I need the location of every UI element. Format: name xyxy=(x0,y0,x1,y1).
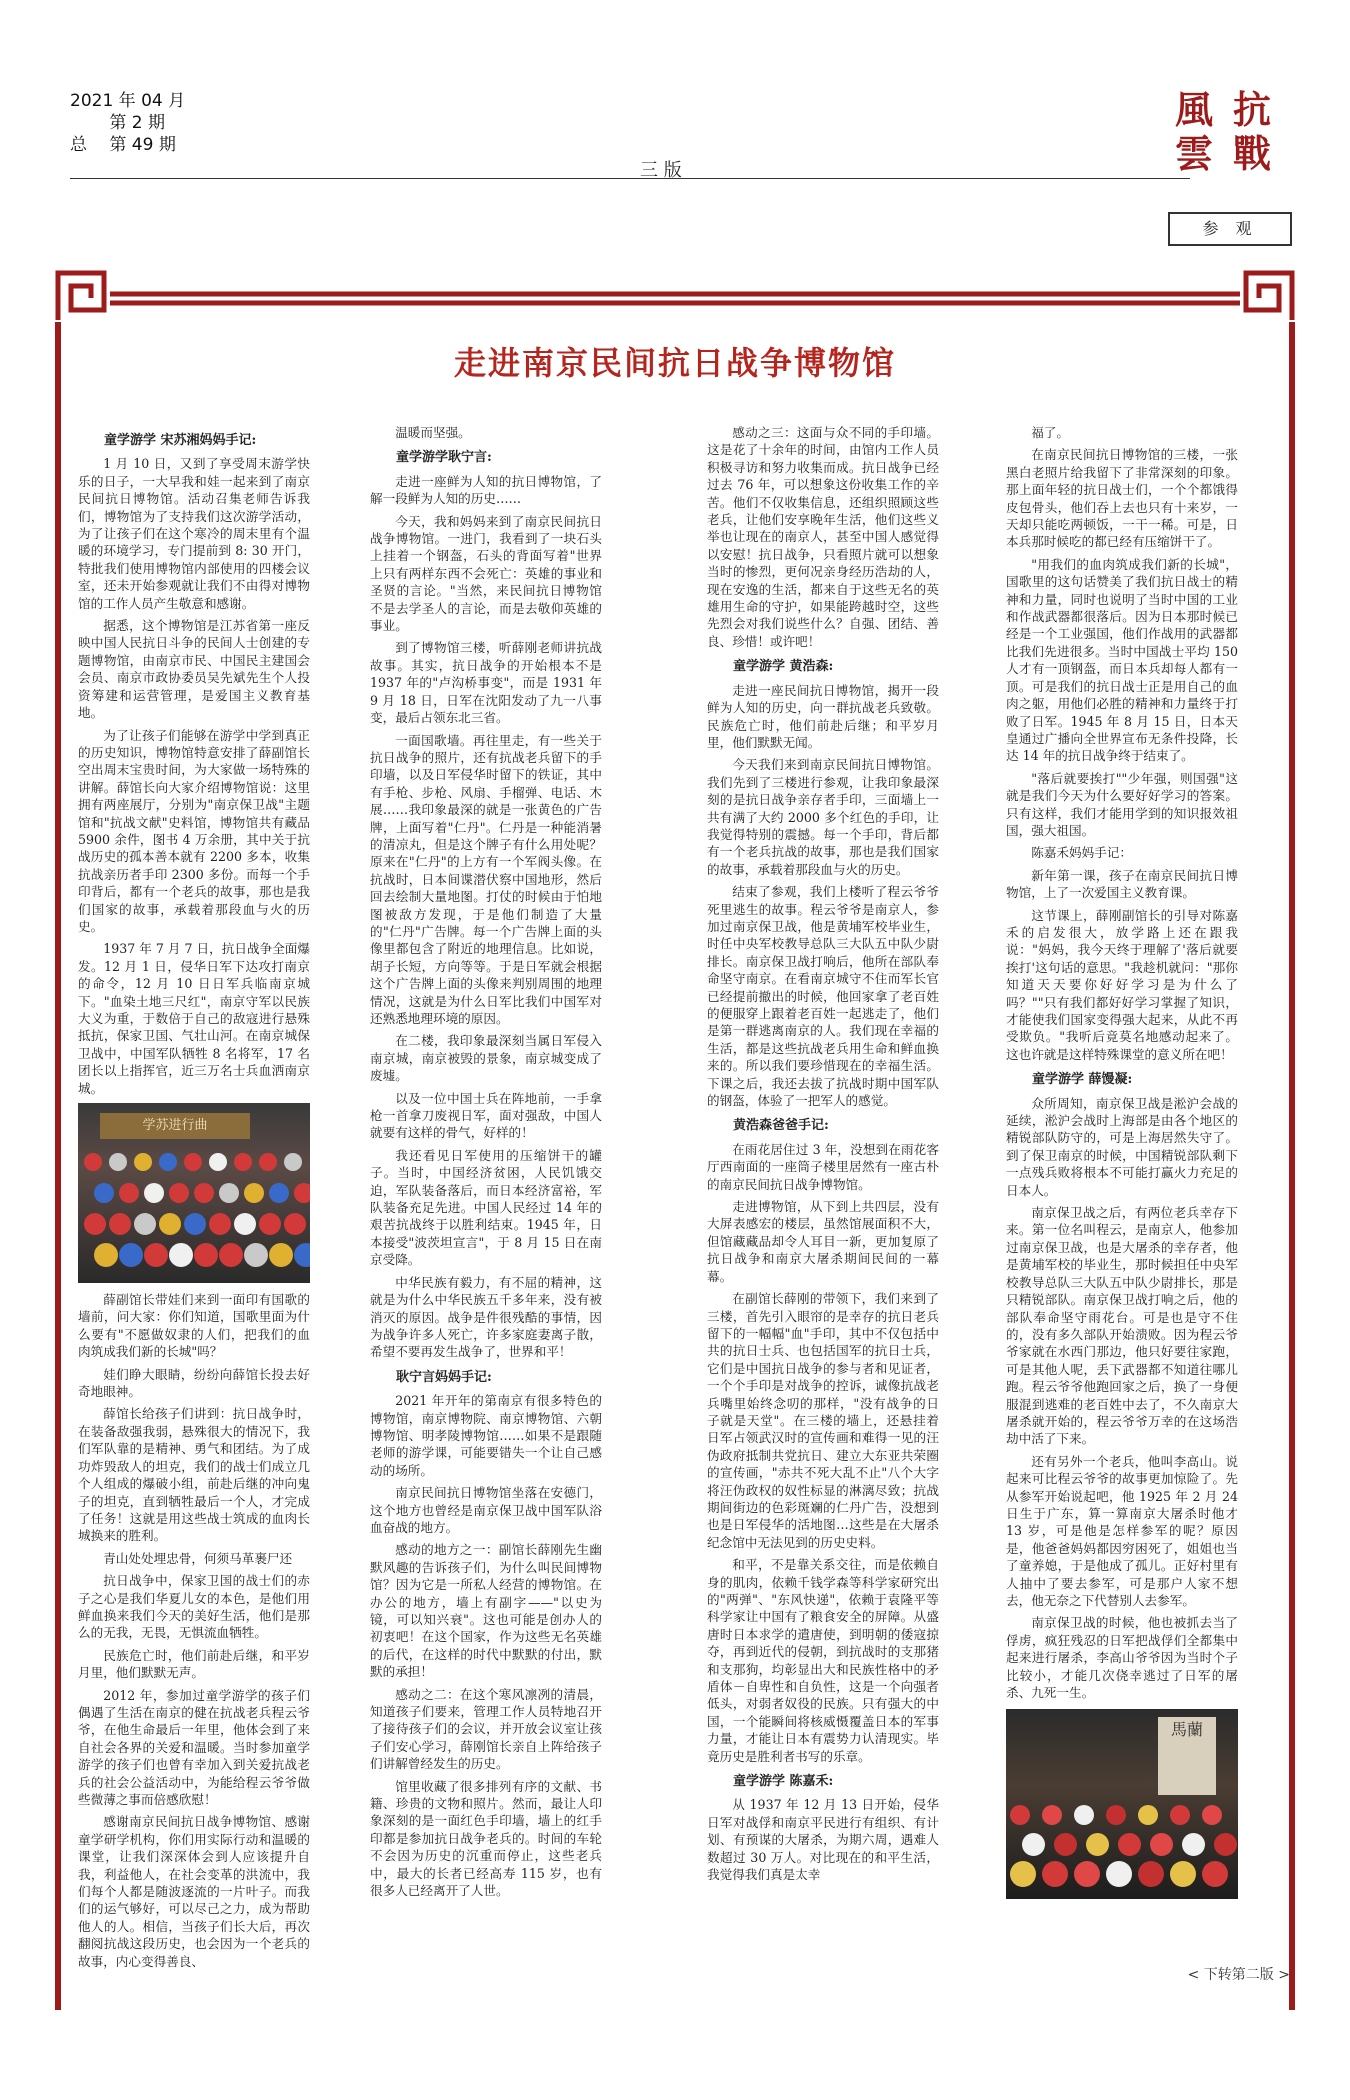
group-photo xyxy=(78,1103,310,1283)
header-rule xyxy=(70,178,1190,179)
paragraph: 我还看见日军使用的压缩饼干的罐子。当时，中国经济贫困，人民饥饿交迫，军队装备落后，而日本经济富裕，军队装备充足先进。中国人民经过 14 年的艰苦抗战终于以胜利结束。1945 年，日本接受"波茨坦宣言"，于 8 月 15 日在南京受降。 xyxy=(370,1147,602,1268)
photo-figure xyxy=(119,1183,139,1203)
photo-figure xyxy=(1150,1833,1173,1856)
photo-figure xyxy=(84,1213,106,1235)
photo-figure xyxy=(184,1153,202,1171)
photo-figure xyxy=(169,1243,193,1267)
photo-figure xyxy=(219,1183,239,1203)
photo-figure xyxy=(109,1213,131,1235)
photo-figure xyxy=(1010,1861,1036,1887)
article-title: 走进南京民间抗日战争博物馆 xyxy=(453,344,896,382)
photo-figure xyxy=(184,1213,206,1235)
photo-figure xyxy=(294,1183,310,1203)
photo-figure xyxy=(1054,1833,1077,1856)
paragraph: 在副馆长薛刚的带领下，我们来到了三楼，首先引入眼帘的是幸存的抗日老兵留下的一幅幅"血"手印，其中不仅包括中共的抗日士兵、也包括国军的抗日士兵，它们是中国抗日战争的参与者和见证者，一个个手印是对战争的控诉，诚像抗战老兵嘴里始终念叨的那样，"没有战争的日子就是天堂"。在三楼的墙上，还悬挂着日军占领武汉时的宣传画和难得一见的汪伪政府抵制共党抗日、建立大东亚共荣圈的宣传画，"赤共不死大乱不止"八个大字将汪伪政权的奴性标显的淋漓尽致；抗战期间街边的色彩斑斓的仁丹广告，没想到也是日军侵华的活地图…这些是在大屠杀纪念馆中无法见到的历史史料。 xyxy=(707,1291,939,1550)
text-column-4 xyxy=(1006,424,1238,1907)
photo-figure xyxy=(1118,1833,1141,1856)
paragraph: 在雨花居住过 3 年，没想到在雨花客厅西南面的一座筒子楼里居然有一座古朴的南京民间抗日战争博物馆。 xyxy=(707,1141,939,1192)
paragraph: 感谢南京民间抗日战争博物馆、感谢童学研学机构，你们用实际行动和温暖的课堂，让我们深深体会到人应该提升自我，利益他人，在社会变革的洪流中，我们每个人都是随波逐流的一片叶子。而我们的运气够好，可以尽己之力，成为帮助他人的人。相信，当孩子们长大后，再次翻阅抗战这段历史，也会因为一个老兵的故事，内心变得善良、 xyxy=(78,1814,310,1969)
paragraph: 今天我们来到南京民间抗日博物馆。我们先到了三楼进行参观，让我印象最深刻的是抗日战争亲存者手印，三面墙上一共有满了大约 2000 多个红色的手印，让我觉得特别的震撼。每一个手印，背后都有一个老兵抗战的故事，那也是我们国家的故事，承载着那段血与火的历史。 xyxy=(707,757,939,877)
photo-figure xyxy=(1086,1833,1109,1856)
photo-figure xyxy=(1170,1805,1190,1825)
fret-border-top xyxy=(55,270,1295,322)
photo-figure xyxy=(1042,1805,1062,1825)
photo-figure xyxy=(94,1243,118,1267)
paragraph: 今天，我和妈妈来到了南京民间抗日战争博物馆。一进门，我看到了一块石头上挂着一个钢盔，石头的背面写着"世界上只有两样东西不会死亡：英雄的事业和圣贤的言论。"当然，来民间抗日博物馆不是去学圣人的言论，而是去敬仰英雄的事业。 xyxy=(370,513,602,634)
photo-figure xyxy=(1214,1833,1237,1856)
issue-info xyxy=(70,90,185,156)
calligraphy-scroll: 馬蘭 xyxy=(1158,1717,1216,1795)
frame-right-bar xyxy=(1289,322,1295,2010)
section-byline: 童学游学 黄浩森: xyxy=(733,659,834,675)
paragraph: 结束了参观，我们上楼听了程云爷爷死里逃生的故事。程云爷爷是南京人，参加过南京保卫战，他是黄埔军校毕业生，时任中央军校教导总队三大队五中队少尉排长。南京保卫战打响后，他所在部队奉命坚守南京。在看南京城守不住而军长官已经提前撤出的时候，他回家拿了老百姓的便服穿上跟着老百姓一起逃走了，他们是第一群逃离南京的人。我们现在幸福的生活，都是这些抗战老兵用生命和鲜血换来的。所以我们要珍惜现在的幸福生活。下课之后，我还去拔了抗战时期中国军队的钢盔，体验了一把军人的感觉。 xyxy=(707,884,939,1109)
paragraph: 福了。 xyxy=(1031,425,1069,440)
photo-figure xyxy=(1170,1861,1196,1887)
photo-figure xyxy=(94,1183,114,1203)
photo-figure xyxy=(1106,1861,1132,1887)
page-label: 三 版 xyxy=(640,160,682,181)
section-byline: 童学游学 陈嘉禾: xyxy=(733,1774,834,1790)
photo-figure xyxy=(284,1213,306,1235)
frame-left-bar xyxy=(55,322,61,2010)
section-byline: 童学游学耿宁言: xyxy=(396,450,492,466)
photo-figure xyxy=(84,1153,102,1171)
paragraph: 和平，不是靠关系交往，而是依赖自身的肌肉，依赖千钱学森等科学家研究出的"两弹"、"东风快递"，依赖于袁隆平等科学家让中国有了粮食安全的屏障。从盛唐时日本求学的遣唐使，到明朝的倭寇掠夺，再到近代的侵朝，到抗战时的支那猪和支那狗，均彰显出大和民族性格中的矛盾体－自卑性和自负性，这是一个向强者低头，对弱者奴役的民族。只有强大的中国，一个能瞬间将核威慑覆盖日本的军事力量，才能让日本有震势力认清现实。毕竟历史是胜利者书写的乐章。 xyxy=(707,1557,939,1764)
paragraph: 在南京民间抗日博物馆的三楼，一张黑白老照片给我留下了非常深刻的印象。那上面年轻的抗日战士们，一个个都饿得皮包骨头，他们吞上去也只有十来岁，一天却只能吃两顿饭，一干一稀。可是，日本兵那时候吃的都已经有压缩饼干了。 xyxy=(1006,447,1238,550)
paragraph: 南京民间抗日博物馆坐落在安德门，这个地方也曾经是南京保卫战中国军队浴血奋战的地方。 xyxy=(370,1485,602,1535)
paragraph: 这节课上，薛刚副馆长的引导对陈嘉禾的启发很大，放学路上还在跟我说："妈妈，我今天终于理解了'落后就要挨打'这句话的意思。"我趁机就问："那你知道天天要你好好学习是为什么了吗？""只有我们都好好学习掌握了知识，才能使我们国家变得强大起来，从此不再受欺负。"我听后竟莫名地感动起来了。这也许就是这样特殊课堂的意义所在吧！ xyxy=(1006,907,1238,1062)
photo-figure xyxy=(209,1153,227,1171)
paragraph: 一面国歌墙。再往里走，有一些关于抗日战争的照片，还有抗战老兵留下的手印墙，以及日军侵华时留下的铁证，其中有手枪、步枪、风扇、手榴弹、电话、木展……我印象最深的就是一张黄色的广告牌，上面写着"仁丹"。仁丹是一种能消暑的清凉丸，但是这个牌子有什么用处呢？原来在"仁丹"的上方有一个军阀头像。在抗战时，日本间谍潜伏察中国地形，然后回去绘制大量地图。打仗的时候由于怕地图被敌方发现，于是他们制造了大量的"仁丹"广告牌。每一个广告牌上面的头像里都包含了附近的地理信息。比如说，胡子长短，方向等等。于是日军就会根据这个广告牌上面的头像来判别周围的地理情况，这就是为什么日军比我们中国军对还熟悉地理环境的原因。 xyxy=(370,732,602,1026)
photo-figure xyxy=(1074,1861,1100,1887)
paragraph: 感动之二：在这个寒风凛冽的清晨，知道孩子们要来，管理工作人员特地召开了接待孩子们的会议，并开放会议室让孩子们安心学习，薛刚馆长亲自上阵给孩子们讲解曾经发生的历史。 xyxy=(370,1686,602,1772)
paragraph: 走进一座鲜为人知的抗日博物馆，了解一段鲜为人知的历史…… xyxy=(370,473,602,507)
paragraph: 为了让孩子们能够在游学中学到真正的历史知识，博物馆特意安排了薛副馆长空出周末宝贵时间，为大家做一场特殊的讲解。薛馆长向大家介绍博物馆说：这里拥有两座展厅，分别为"南京保卫战"主题馆和"抗战文献"史料馆，博物馆共有藏品 5900 余件，图书 4 万余册，其中关于抗战历史的孤本善本就有 2200 多本，收集抗战亲历者手印 2300 多份。而每一个手印背后，都有一个老兵的故事，那也是我们国家的故事，承载着那段血与火的历史。 xyxy=(78,727,310,934)
continued-note: < 下转第二版 > xyxy=(1187,1967,1290,1983)
paragraph: 馆里收藏了很多排列有序的文献、书籍、珍贵的文物和照片。然而，最让人印象深刻的是一面红色手印墙，墙上的红手印都是参加抗日战争老兵的。时间的车轮不会因为历史的沉重而停止，这些老兵中，最大的长者已经高寿 115 岁，也有很多人已经离开了人世。 xyxy=(370,1778,602,1899)
photo-figure xyxy=(169,1183,189,1203)
paragraph: 南京保卫战之后，有两位老兵幸存下来。第一位名叫程云，是南京人，他参加过南京保卫战，也是大屠杀的幸存者，他是黄埔军校的毕业生，那时候担任中央军校教导总队三大队五中队少尉排长，那是只精锐部队。南京保卫战打响之后，他的部队奉命坚守雨花台。可是也是守不住的，没有多久部队开始溃败。因为程云爷爷家就在水西门那边，他只好要往家跑，可是其他人呢，丢下武器都不知道往哪儿跑。程云爷爷他跑回家之后，换了一身便服混到逃难的老百姓中去了，不久南京大屠杀就开始的，程云爷爷万幸的在这场浩劫中活了下来。 xyxy=(1006,1205,1238,1447)
section-tag: 参 观 xyxy=(1168,212,1292,246)
photo-figure xyxy=(209,1213,231,1235)
photo-figure xyxy=(1074,1805,1094,1825)
paragraph: 还有另外一个老兵，他叫李高山。说起来可比程云爷爷的故事更加惊险了。先从参军开始说起吧，他 1925 年 2 月 24 日生于广东，算一算南京大屠杀时他才 13 岁，可是他是怎样参军的呢？原因是，他爸爸妈妈都因穷困死了，姐姐也当了童养媳，于是他成了孤儿。正好村里有人抽中了要去参军，可是那户人家不想去，他无奈之下代替别人去参军。 xyxy=(1006,1453,1238,1608)
text-column-1 xyxy=(78,424,310,1975)
photo-figure xyxy=(269,1183,289,1203)
photo-figure xyxy=(159,1153,177,1171)
paragraph: "用我们的血肉筑成我们新的长城"，国歌里的这句话赞美了我们抗日战士的精神和力量，同时也说明了当时中国的工业和作战武器都很落后。因为日本那时候已经是一个工业强国，他们作战用的武器都比我们先进很多。当时中国战士平均 150 人才有一顶钢盔，而日本兵却每人都有一顶。可是我们的抗日战士正是用自己的血肉之躯，用他们必胜的精神和力量终于打败了日军。1945 年 8 月 15 日，日本天皇通过广播向全世界宣布无条件投降，长达 14 年的抗日战争终于结束了。 xyxy=(1006,556,1238,764)
paragraph: 走进一座民间抗日博物馆，揭开一段鲜为人知的历史，向一群抗战老兵致敬。民族危亡时，他们前赴后继；和平岁月里，他们默默无闻。 xyxy=(707,682,939,750)
paragraph: 众所周知，南京保卫战是淞沪会战的延续，淞沪会战时上海部是由各个地区的精锐部队防守的，可是上海居然失守了。到了保卫南京的时候，中国精锐部队剩下一点残兵败将根本不可能打赢火力充足的日本人。 xyxy=(1006,1095,1238,1198)
photo-figure xyxy=(194,1183,214,1203)
photo-figure xyxy=(1202,1861,1228,1887)
text-column-2 xyxy=(370,424,602,1905)
logo-char: 戰 xyxy=(1232,131,1271,176)
photo-figure xyxy=(144,1243,168,1267)
section-byline: 耿宁言妈妈手记: xyxy=(396,1369,492,1385)
paragraph: 薛副馆长带娃们来到一面印有国歌的墙前，问大家：你们知道，国歌里面为什么要有"不愿做奴隶的人们，把我们的血肉筑成我们新的长城"吗？ xyxy=(78,1292,310,1360)
paragraph: 青山处处埋忠骨，何须马革裹尸还 xyxy=(103,1550,293,1566)
paragraph: 温暖而坚强。 xyxy=(395,425,471,440)
paragraph: 感动之三：这面与众不同的手印墙。这是花了十余年的时间，由馆内工作人员积极寻访和努力收集而成。抗日战争已经过去 76 年，可以想象这份收集工作的辛苦。他们不仅收集信息，还组织照顾这些老兵，让他们安享晚年生活，他们这些义举也让现在的南京人，甚至中国人感觉得以安慰！抗日战争，只看照片就可以想象当时的惨烈，更何况亲身经历浩劫的人，现在安逸的生活，都来自于这些无名的英雄用生命的守护，如果能跨越时空，这些先烈会对我们说些什么？自强、团结、善良、珍惜！或许吧！ xyxy=(707,425,939,649)
paragraph: 南京保卫战的时候，他也被抓去当了俘虏，疯狂残忍的日军把战俘们全都集中起来进行屠杀，李高山爷爷因为当时个子比较小，才能几次侥幸逃过了日军的屠杀、九死一生。 xyxy=(1006,1615,1238,1701)
paragraph: 据悉，这个博物馆是江苏省第一座反映中国人民抗日斗争的民间人士创建的专题博物馆，由南京市民、中国民主建国会会员、南京市政协委员吴先斌先生个人投资筹建和运营管理，是爱国主义教育基地。 xyxy=(78,618,310,721)
museum-photo xyxy=(1006,1709,1238,1899)
paragraph: 2021 年开年的第南京有很多特色的博物馆，南京博物院、南京博物馆、六朝博物馆、明孝陵博物馆……如果不是跟随老师的游学课，可能要错失一个让自己感动的场所。 xyxy=(370,1393,602,1478)
photo-figure xyxy=(284,1153,302,1171)
issue-total: 总 第 49 期 xyxy=(70,135,176,155)
section-byline: 童学游学 薛馒凝: xyxy=(1032,1072,1133,1088)
photo-figure xyxy=(294,1243,310,1267)
photo-figure xyxy=(109,1153,127,1171)
logo-char: 風 xyxy=(1174,87,1213,132)
photo-figure xyxy=(1010,1805,1030,1825)
issue-date: 2021 年 04 月 xyxy=(70,91,186,111)
logo-char: 雲 xyxy=(1174,131,1213,176)
photo-figure xyxy=(144,1183,164,1203)
paragraph: 在二楼，我印象最深刻当属日军侵入南京城，南京被毁的景象，南京城变成了废墟。 xyxy=(370,1033,602,1084)
paragraph: 走进博物馆，从下到上共四层，没有大屏表感宏的楼层，虽然馆展面积不大，但馆藏藏品却令人耳目一新，更加复原了抗日战争和南京大屠杀期间民间的一幕幕。 xyxy=(707,1199,939,1284)
paragraph: "落后就要挨打""少年强，则国强"这就是我们今天为什么要好好学习的答案。只有这样，我们才能用学到的知识报效祖国，强大祖国。 xyxy=(1006,770,1238,838)
photo-figure xyxy=(244,1183,264,1203)
photo-figure xyxy=(1182,1833,1205,1856)
photo-banner: 学苏进行曲 xyxy=(100,1113,250,1139)
photo-figure xyxy=(134,1213,156,1235)
photo-figure xyxy=(159,1213,181,1235)
paragraph: 中华民族有毅力，有不屈的精神，这就是为什么中华民族五千多年来，没有被消灭的原因。战争是件很残酷的事情，因为战争许多人死亡，许多家庭妻离子散，希望不要再发生战争了，世界和平！ xyxy=(370,1274,602,1360)
photo-figure xyxy=(1202,1805,1222,1825)
paragraph: 娃们睁大眼睛，纷纷向薛馆长投去好奇地眼神。 xyxy=(78,1366,310,1400)
paragraph: 2012 年，参加过童学游学的孩子们偶遇了生活在南京的健在抗战老兵程云爷爷，在他生命最后一年里，他体会到了来自社会各界的关爱和温暖。当时参加童学游学的孩子们也曾有幸加入到关爱抗战老兵的社会公益活动中，为能给程云爷爷做些微薄之事而倍感欣慰！ xyxy=(78,1687,310,1807)
paragraph: 以及一位中国士兵在阵地前，一手拿枪一首拿刀废视日军，面对强敌，中国人就要有这样的骨气，好样的！ xyxy=(370,1090,602,1141)
paragraph: 民族危亡时，他们前赴后继，和平岁月里，他们默默无声。 xyxy=(78,1647,310,1681)
photo-figure xyxy=(1106,1805,1126,1825)
paragraph: 薛馆长给孩子们讲到：抗日战争时，在装备敌强我弱，悬殊很大的情况下，我们军队靠的是精神、勇气和团结。为了成功炸毁敌人的坦克，我们的战士们成立几个人组成的爆破小组，前赴后继的冲向鬼子的坦克，直到牺牲最后一个人，才完成了任务！这就是用这些战士筑成的血肉长城换来的胜利。 xyxy=(78,1406,310,1544)
photo-figure xyxy=(259,1213,281,1235)
paragraph: 从 1937 年 12 月 13 日开始，侵华日军对战俘和南京平民进行有组织、有计划、有预谋的大屠杀，为期六周，遇难人数超过 30 万人。对比现在的和平生活，我觉得我们真是太幸 xyxy=(707,1797,939,1883)
section-byline: 童学游学 宋苏湘妈妈手记: xyxy=(104,433,257,448)
section-byline: 黄浩森爸爸手记: xyxy=(733,1118,829,1134)
photo-figure xyxy=(219,1243,243,1267)
photo-figure xyxy=(1042,1861,1068,1887)
paragraph: 新年第一课，孩子在南京民间抗日博物馆，上了一次爱国主义教育课。 xyxy=(1006,867,1238,901)
issue-number: 第 2 期 xyxy=(70,113,166,133)
photo-figure xyxy=(234,1213,256,1235)
paragraph: 抗日战争中，保家卫国的战士们的赤子之心是我们华夏儿女的本色，是他们用鲜血换来我们今天的美好生活，他们是那么的无我，无畏，无惧流血牺牲。 xyxy=(78,1573,310,1641)
photo-figure xyxy=(269,1243,293,1267)
photo-figure xyxy=(1138,1805,1158,1825)
photo-figure xyxy=(1022,1833,1045,1856)
photo-figure xyxy=(194,1243,218,1267)
text-column-3 xyxy=(707,424,939,1889)
photo-figure xyxy=(244,1243,268,1267)
paragraph: 陈嘉禾妈妈手记： xyxy=(1031,845,1132,861)
photo-figure xyxy=(234,1153,252,1171)
photo-figure xyxy=(1138,1861,1164,1887)
masthead-logo xyxy=(1160,86,1290,178)
photo-figure xyxy=(134,1153,152,1171)
paragraph: 1 月 10 日，又到了享受周末游学快乐的日子，一大早我和娃一起来到了南京民间抗日博物馆。活动召集老师告诉我们，博物馆为了支持我们这次游学活动，为了让孩子们在这个寒冷的周末里有个温暖的环境学习，专门提前到 8: 30 开门，特批我们使用博物馆内部使用的四楼会议室，还未开始参观就让我们不由得对博物馆的工作人员产生敬意和感谢。 xyxy=(78,456,310,611)
photo-figure xyxy=(119,1243,143,1267)
logo-char: 抗 xyxy=(1232,87,1271,132)
photo-figure xyxy=(259,1153,277,1171)
paragraph: 感动的地方之一：副馆长薛刚先生幽默风趣的告诉孩子们，为什么叫民间博物馆？因为它是一所私人经营的博物馆。在办公的地方，墙上有副字——"以史为镜，可以知兴衰"。这也可能是创办人的初衷吧！在这个国家，作为这些无名英雄的后代，在这样的时代中默默的付出，默默的承担！ xyxy=(370,1542,602,1680)
paragraph: 到了博物馆三楼，听薛刚老师讲抗战故事。其实，抗日战争的开始根本不是 1937 年的"卢沟桥事变"，而是 1931 年 9 月 18 日，日军在沈阳发动了九一八事变，最后占领东北三省。 xyxy=(370,640,602,726)
paragraph: 1937 年 7 月 7 日，抗日战争全面爆发。12 月 1 日，侵华日军下达攻打南京的命令，12 月 10 日日军兵临南京城下。"血染土地三尺红"，南京守军以民族大义为重，于数倍于自己的敌寇进行悬殊抵抗，保家卫国、气壮山河。在南京城保卫战中，中国军队牺牲 8 名将军，17 名团长以上指挥官，近三万名士兵血洒南京城。 xyxy=(78,941,310,1096)
